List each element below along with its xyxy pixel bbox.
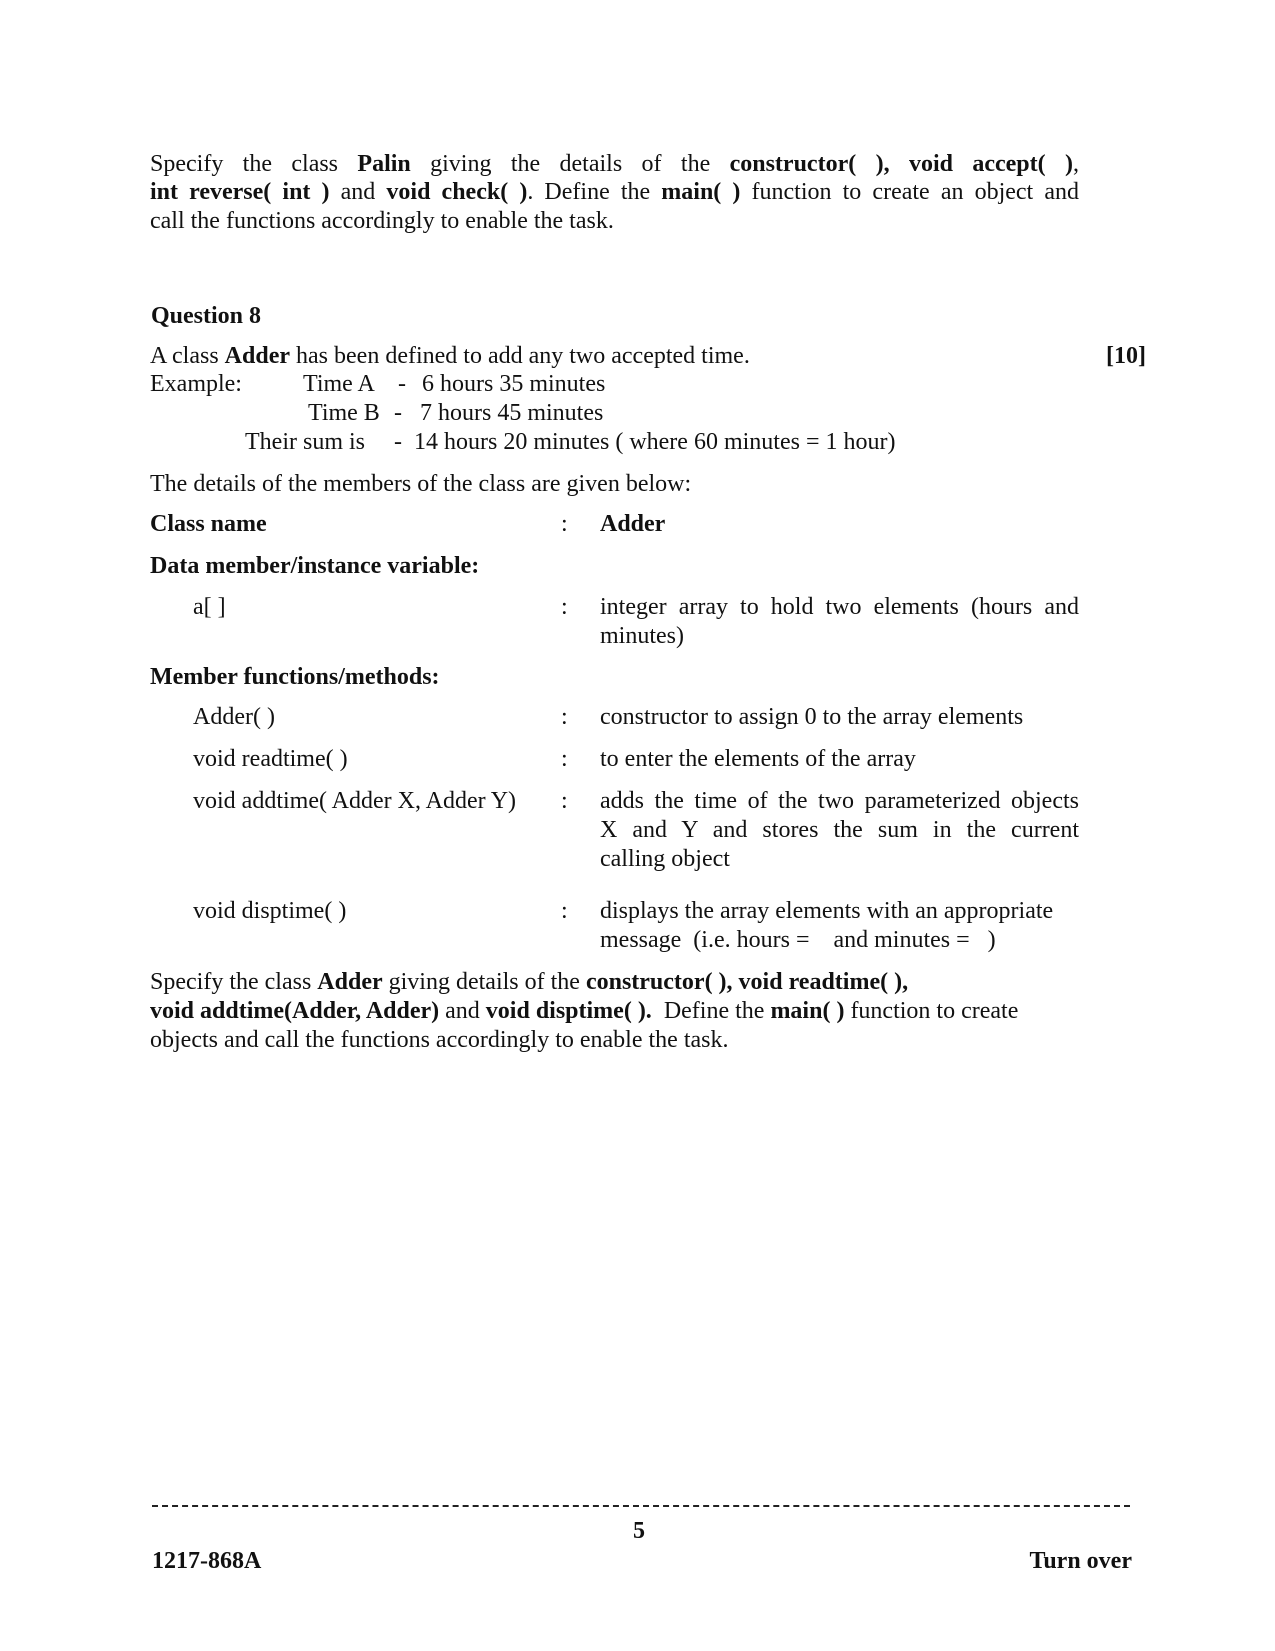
time-a-dash: - <box>398 371 406 397</box>
class-name-colon: : <box>561 511 568 537</box>
details-intro: The details of the members of the class are given below: <box>150 471 692 497</box>
data-member-desc-line: minutes) <box>600 623 684 649</box>
member-function-colon: : <box>561 898 568 924</box>
intro-line-3: call the functions accordingly to enable the task. <box>150 208 614 234</box>
footer-divider <box>152 1505 1130 1507</box>
member-function-desc: message (i.e. hours = and minutes = ) <box>600 927 996 953</box>
member-function-colon: : <box>561 704 568 730</box>
data-member-colon: : <box>561 594 568 620</box>
closing-line-1: Specify the class Adder giving details of the constructor( ), void readtime( ), <box>150 969 909 995</box>
time-b-value: 7 hours 45 minutes <box>420 400 604 426</box>
closing-line-2: void addtime(Adder, Adder) and void disptime( ). Define the main( ) function to create <box>150 998 1019 1024</box>
question-title: Question 8 <box>151 303 262 329</box>
data-member-desc-line: integer array to hold two elements (hours and <box>600 594 1079 620</box>
member-function-colon: : <box>561 746 568 772</box>
member-function-desc: displays the array elements with an appropriate <box>600 898 1054 924</box>
class-name-value: Adder <box>600 511 666 537</box>
member-function-desc: X and Y and stores the sum in the current <box>600 817 1079 843</box>
member-function-name: void addtime( Adder X, Adder Y) <box>193 788 517 814</box>
time-a-label: Time A <box>303 371 375 397</box>
sum-dash: - <box>394 429 402 455</box>
turn-over-label: Turn over <box>1029 1548 1132 1574</box>
paper-code: 1217-868A <box>152 1548 262 1574</box>
page-number: 5 <box>633 1518 645 1544</box>
data-members-heading: Data member/instance variable: <box>150 553 480 579</box>
member-function-desc: calling object <box>600 846 730 872</box>
data-member-name: a[ ] <box>193 594 226 620</box>
intro-line-2: int reverse( int ) and void check( ). Define the main( ) function to create an object and <box>150 179 1079 205</box>
intro-line-1: Specify the class Palin giving the details of the constructor( ), void accept( ), <box>150 151 1079 177</box>
sum-value: 14 hours 20 minutes ( where 60 minutes = 1 hour) <box>414 429 896 455</box>
member-function-name: void disptime( ) <box>193 898 347 924</box>
member-function-desc: adds the time of the two parameterized objects <box>600 788 1079 814</box>
class-name-palin: Palin <box>357 151 411 177</box>
time-b-dash: - <box>394 400 402 426</box>
member-function-name: void readtime( ) <box>193 746 348 772</box>
time-a-value: 6 hours 35 minutes <box>422 371 606 397</box>
marks-badge: [10] <box>1106 343 1146 369</box>
question-intro: A class Adder has been defined to add any two accepted time. <box>150 343 750 369</box>
sum-label: Their sum is <box>245 429 365 455</box>
time-b-label: Time B <box>308 400 380 426</box>
member-function-desc: constructor to assign 0 to the array elements <box>600 704 1024 730</box>
member-function-name: Adder( ) <box>193 704 275 730</box>
member-function-colon: : <box>561 788 568 814</box>
member-functions-heading: Member functions/methods: <box>150 664 440 690</box>
member-function-desc: to enter the elements of the array <box>600 746 916 772</box>
example-label: Example: <box>150 371 242 397</box>
closing-line-3: objects and call the functions accordingly to enable the task. <box>150 1027 729 1053</box>
class-name-label: Class name <box>150 511 267 537</box>
